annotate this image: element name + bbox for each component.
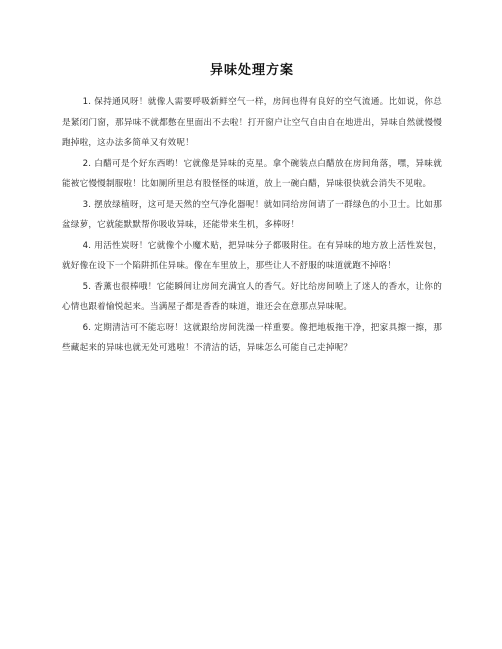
- paragraph-regular-cleaning: 6. 定期清洁可不能忘呀！这就跟给房间洗澡一样重要。像把地板拖干净，把家具擦一擦，那些藏起来的异味也就无处可逃啦！不清洁的话，异味怎么可能自己走掉呢？: [62, 322, 442, 353]
- paragraph-activated-carbon: 4. 用活性炭呀！它就像个小魔术贴，把异味分子都吸附住。在有异味的地方放上活性炭包，就好像在设下一个陷阱抓住异味。像在车里放上，那些让人不舒服的味道就跑不掉咯！: [62, 240, 442, 271]
- paragraph-aromatherapy: 5. 香薰也很棒哦！它能瞬间让房间充满宜人的香气。好比给房间喷上了迷人的香水，让你的心情也跟着愉悦起来。当满屋子都是香香的味道，谁还会在意那点异味呢。: [62, 281, 442, 312]
- paragraph-ventilation: 1. 保持通风呀！就像人需要呼吸新鲜空气一样，房间也得有良好的空气流通。比如说，你总是紧闭门窗，那异味不就都憋在里面出不去啦！打开窗户让空气自由自在地进出，异味自然就慢慢跑掉啦，这办法多简单又有效呢！: [62, 97, 442, 148]
- paragraph-white-vinegar: 2. 白醋可是个好东西哟！它就像是异味的克星。拿个碗装点白醋放在房间角落，嘿，异味就能被它慢慢制服啦！比如厕所里总有股怪怪的味道，放上一碗白醋，异味很快就会消失不见啦。: [62, 158, 442, 189]
- document-title: 异味处理方案: [209, 63, 294, 78]
- paragraph-green-plants: 3. 摆放绿植呀，这可是天然的空气净化器呢！就如同给房间请了一群绿色的小卫士。比如那盆绿萝，它就能默默帮你吸收异味，还能带来生机，多棒呀！: [62, 199, 442, 230]
